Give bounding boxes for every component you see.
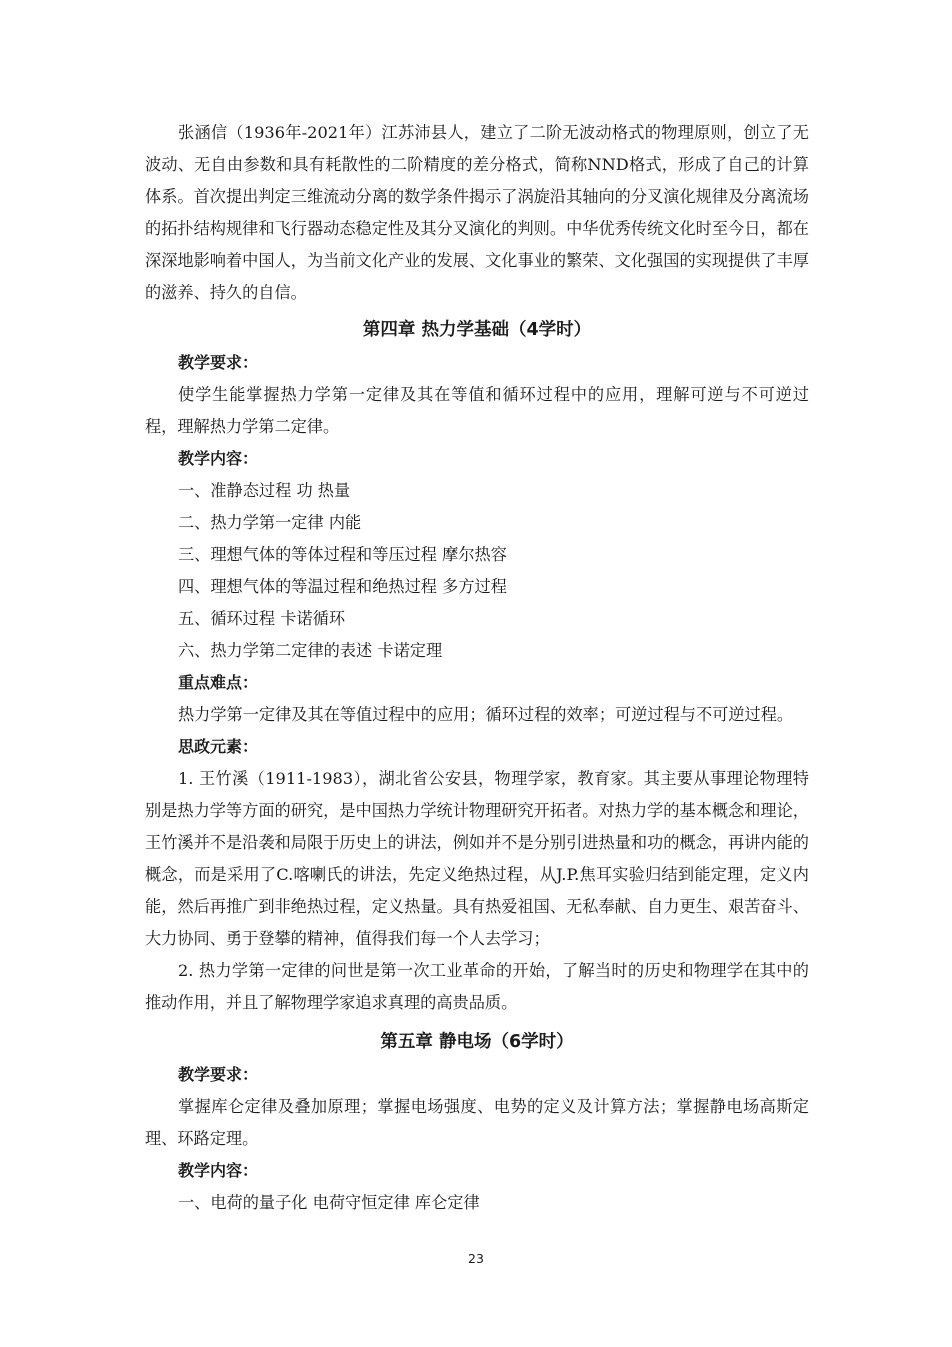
chapter4-requirements-text: 使学生能掌握热力学第一定律及其在等值和循环过程中的应用，理解可逆与不可逆过程，理解热力学第二定律。 [145,385,809,436]
chapter4-content-item: 六、热力学第二定律的表述 卡诺定理 [178,641,443,660]
chapter4-requirements-heading: 教学要求： [178,353,259,372]
chapter4-content-item: 四、理想气体的等温过程和绝热过程 多方过程 [178,577,507,596]
chapter4-content-item: 一、准静态过程 功 热量 [178,481,351,500]
chapter5-requirements-text: 掌握库仑定律及叠加原理；掌握电场强度、电势的定义及计算方法；掌握静电场高斯定理、环路定理。 [145,1097,809,1148]
chapter4-ideology-item: 1. 王竹溪（1911-1983），湖北省公安县，物理学家，教育家。其主要从事理论物理特别是热力学等方面的研究，是中国热力学统计物理研究开拓者。对热力学的基本概念和理论，王竹溪并不是沿袭和局限于历史上的讲法，例如并不是分别引进热量和功的概念，再讲内能的概念，而是采用了C.喀喇氏的讲法，先定义绝热过程，从J.P.焦耳实验归结到能定理，定义内能，然后再推广到非绝热过程，定义热量。具有热爱祖国、无私奉献、自力更生、艰苦奋斗、大力协同、勇于登攀的精神，值得我们每一个人去学习； [145,769,809,948]
chapter4-content-item: 五、循环过程 卡诺循环 [178,609,346,628]
chapter5-title: 第五章 静电场（6学时） [380,1032,574,1052]
chapter4-content-item: 二、热力学第一定律 内能 [178,513,362,532]
chapter5-content-heading: 教学内容： [178,1161,259,1180]
document-page [145,117,809,1219]
intro-paragraph: 张涵信（1936年-2021年）江苏沛县人，建立了二阶无波动格式的物理原则，创立了无波动、无自由参数和具有耗散性的二阶精度的差分格式，简称NND格式，形成了自己的计算体系。首次提出判定三维流动分离的数学条件揭示了涡旋沿其轴向的分叉演化规律及分离流场的拓扑结构规律和飞行器动态稳定性及其分叉演化的判则。中华优秀传统文化时至今日，都在深深地影响着中国人，为当前文化产业的发展、文化事业的繁荣、文化强国的实现提供了丰厚的滋养、持久的自信。 [145,123,809,302]
chapter4-key-points-heading: 重点难点： [178,673,259,692]
chapter4-ideology-heading: 思政元素： [178,737,259,756]
chapter5-content-item: 一、电荷的量子化 电荷守恒定律 库仑定律 [178,1193,480,1212]
chapter4-content-item: 三、理想气体的等体过程和等压过程 摩尔热容 [178,545,507,564]
chapter5-requirements-heading: 教学要求： [178,1065,259,1084]
chapter4-ideology-item: 2. 热力学第一定律的问世是第一次工业革命的开始，了解当时的历史和物理学在其中的推动作用，并且了解物理学家追求真理的高贵品质。 [145,961,809,1012]
page-number: 23 [468,1251,484,1266]
chapter4-key-points-text: 热力学第一定律及其在等值过程中的应用；循环过程的效率；可逆过程与不可逆过程。 [178,705,794,724]
chapter4-title: 第四章 热力学基础（4学时） [362,320,592,340]
chapter4-content-heading: 教学内容： [178,449,259,468]
